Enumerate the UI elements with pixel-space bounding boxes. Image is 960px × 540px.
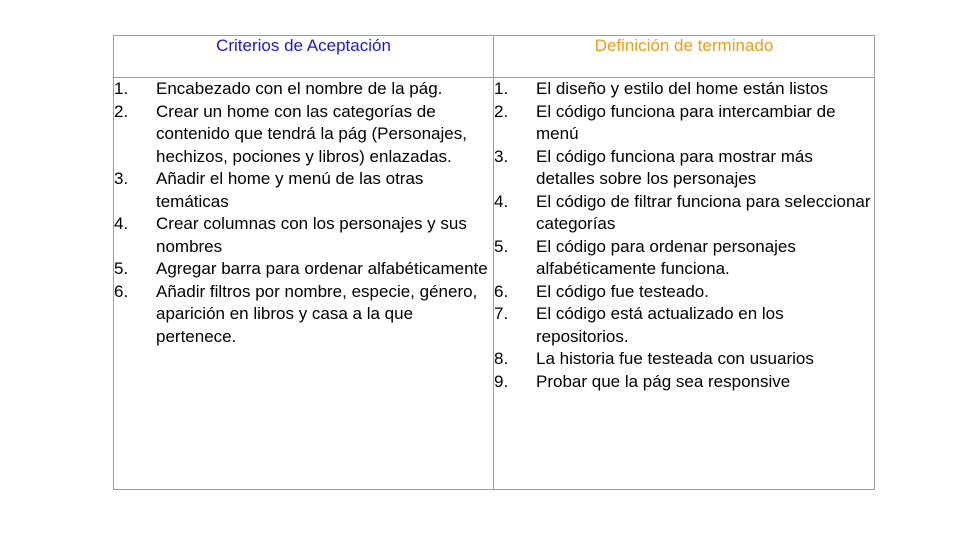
item-number: 6.	[494, 281, 509, 301]
item-number: 3.	[494, 146, 509, 166]
acceptance-criteria-list	[114, 78, 493, 348]
list-item	[494, 191, 874, 236]
item-number: 1.	[114, 79, 129, 98]
item-number: 2.	[494, 101, 509, 121]
list-item	[494, 303, 874, 348]
item-text: Probar que la pág sea responsive	[536, 371, 791, 391]
list-item	[114, 213, 493, 258]
list-item	[114, 258, 493, 281]
item-number: 7.	[494, 304, 509, 323]
item-text: El código de filtrar funciona para seleccionar categorías	[536, 191, 871, 233]
item-text: Agregar barra para ordenar alfabéticamente	[156, 259, 488, 278]
list-item	[494, 281, 874, 304]
item-text: Añadir el home y menú de las otras temáticas	[156, 169, 424, 211]
criteria-table	[113, 35, 875, 490]
acceptance-criteria-header: Criterios de Aceptación	[114, 36, 494, 78]
list-item	[114, 168, 493, 213]
item-text: El código para ordenar personajes alfabéticamente funciona.	[536, 236, 796, 278]
header-row	[114, 36, 875, 78]
item-text: El código funciona para intercambiar de menú	[536, 101, 836, 143]
item-text: La historia fue testeada con usuarios	[536, 349, 814, 368]
item-number: 3.	[114, 169, 129, 188]
item-number: 5.	[114, 259, 129, 278]
list-item	[114, 78, 493, 101]
item-number: 2.	[114, 101, 129, 121]
item-text: Encabezado con el nombre de la pág.	[156, 79, 443, 98]
list-item	[494, 78, 874, 101]
item-text: El código fue testeado.	[536, 281, 709, 301]
list-item	[494, 371, 874, 394]
item-text: El diseño y estilo del home están listos	[536, 79, 828, 98]
definition-of-done-header: Definición de terminado	[494, 36, 875, 78]
item-number: 4.	[494, 191, 509, 211]
item-text: El código funciona para mostrar más detalles sobre los personajes	[536, 146, 813, 188]
definition-of-done-cell	[494, 78, 875, 490]
list-item	[114, 281, 493, 349]
item-text: Añadir filtros por nombre, especie, género, aparición en libros y casa a la que pertenece.	[156, 281, 478, 346]
item-text: Crear columnas con los personajes y sus nombres	[156, 214, 467, 256]
list-item	[494, 348, 874, 371]
item-number: 9.	[494, 371, 509, 391]
item-number: 8.	[494, 349, 509, 368]
definition-of-done-list	[494, 78, 874, 393]
list-item	[494, 236, 874, 281]
item-number: 5.	[494, 236, 509, 256]
list-item	[114, 101, 493, 169]
item-text: El código está actualizado en los repositorios.	[536, 304, 784, 346]
item-number: 4.	[114, 214, 129, 233]
item-number: 6.	[114, 281, 129, 301]
list-item	[494, 101, 874, 146]
item-text: Crear un home con las categorías de contenido que tendrá la pág (Personajes, hechizos, pociones y libros) enlazadas.	[156, 101, 467, 166]
acceptance-criteria-cell	[114, 78, 494, 490]
body-row	[114, 78, 875, 490]
item-number: 1.	[494, 79, 509, 98]
list-item	[494, 146, 874, 191]
